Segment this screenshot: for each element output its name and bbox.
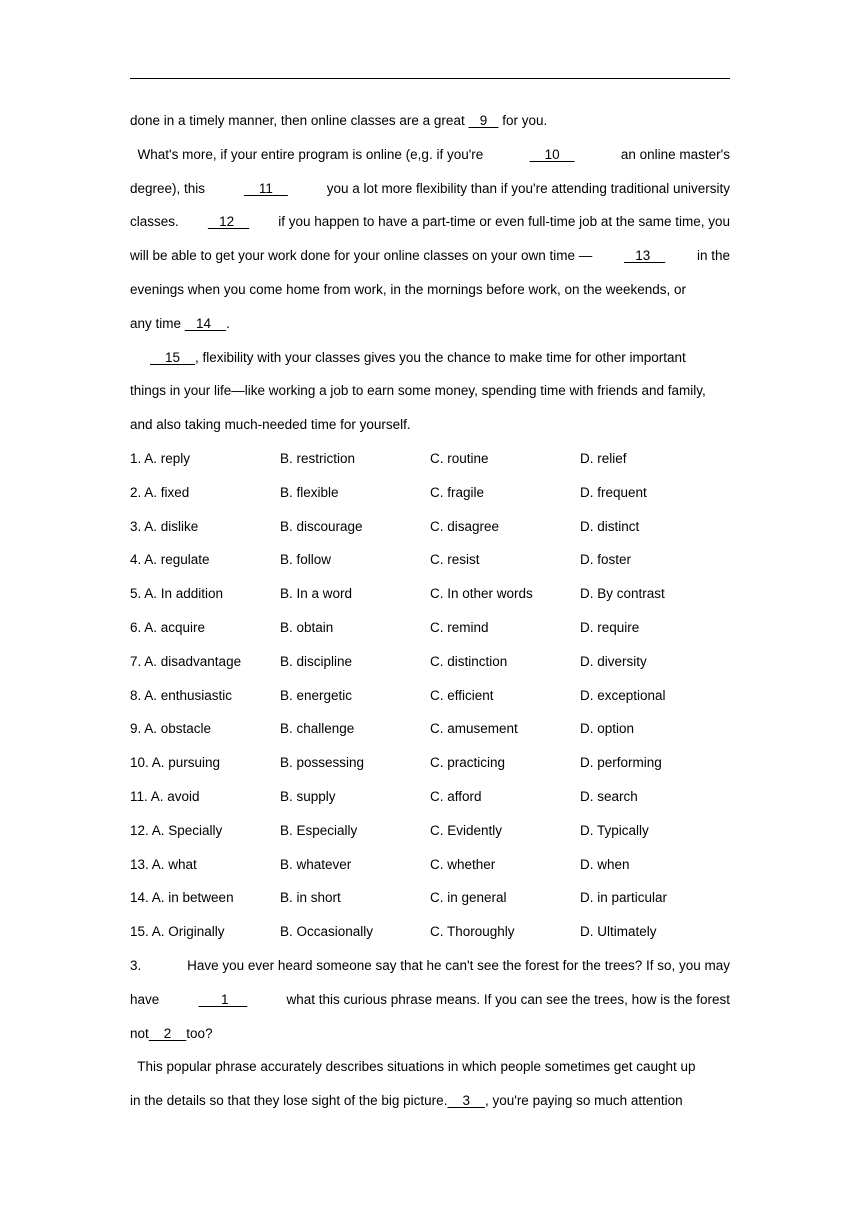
option-row (130, 543, 730, 577)
option-a: 2. A. fixed (130, 484, 190, 500)
header-rule (130, 78, 730, 79)
option-c: C. Evidently (430, 822, 503, 838)
passage-line (130, 341, 730, 375)
option-b: B. whatever (280, 856, 352, 872)
text: you a lot more flexibility than if you're attending traditional university (322, 180, 730, 196)
option-c: C. In other words (430, 586, 533, 602)
question-number: 3. (130, 957, 142, 973)
blank-1: 1 (198, 991, 248, 1007)
option-b: B. challenge (280, 721, 355, 737)
passage-line (130, 239, 730, 273)
text: an online master's (617, 146, 730, 162)
passage-line (130, 205, 730, 239)
option-row (130, 679, 730, 713)
text: what this curious phrase means. If you can see the trees, how is the forest (286, 991, 730, 1007)
option-a: 13. A. what (130, 856, 197, 872)
option-row (130, 611, 730, 645)
option-b: B. supply (280, 788, 336, 804)
text: , you're paying so much attention (484, 1093, 683, 1109)
option-row (130, 848, 730, 882)
option-b: B. follow (280, 552, 332, 568)
passage-line (130, 983, 730, 1017)
option-b: B. Occasionally (280, 924, 374, 940)
option-a: 14. A. in between (130, 890, 234, 906)
blank-10: 10 (529, 146, 575, 162)
passage-line: evenings when you come home from work, in the mornings before work, on the weekends, or (130, 281, 687, 297)
blank-13: 13 (623, 248, 666, 264)
option-row (130, 442, 730, 476)
option-d: D. when (580, 856, 630, 872)
option-a: 8. A. enthusiastic (130, 687, 233, 703)
blank-3: 3 (447, 1093, 485, 1109)
option-d: D. in particular (580, 890, 668, 906)
option-b: B. In a word (280, 586, 353, 602)
option-c: C. amusement (430, 721, 518, 737)
blank-2: 2 (148, 1025, 187, 1041)
option-c: C. afford (430, 788, 482, 804)
option-a: 3. A. dislike (130, 518, 199, 534)
option-row (130, 780, 730, 814)
option-row (130, 881, 730, 915)
option-row (130, 645, 730, 679)
option-a: 12. A. Specially (130, 822, 223, 838)
passage-line (130, 949, 730, 983)
option-row (130, 746, 730, 780)
option-b: B. energetic (280, 687, 353, 703)
option-d: D. search (580, 788, 638, 804)
option-row (130, 915, 730, 949)
text: . (226, 315, 230, 331)
passage-line (130, 138, 730, 172)
text: in the details so that they lose sight of the big picture. (130, 1093, 448, 1109)
option-row (130, 814, 730, 848)
option-d: D. foster (580, 552, 632, 568)
passage-line: and also taking much-needed time for yourself. (130, 417, 411, 433)
option-d: D. option (580, 721, 635, 737)
option-d: D. Ultimately (580, 924, 657, 940)
option-d: D. Typically (580, 822, 649, 838)
option-c: C. resist (430, 552, 480, 568)
option-c: C. disagree (430, 518, 500, 534)
text: will be able to get your work done for your online classes on your own time — (130, 248, 596, 264)
option-d: D. frequent (580, 484, 647, 500)
option-row (130, 577, 730, 611)
passage-line: This popular phrase accurately describes situations in which people sometimes get caught up (130, 1059, 696, 1075)
option-d: D. distinct (580, 518, 640, 534)
option-d: D. relief (580, 450, 627, 466)
passage-line (130, 104, 730, 138)
option-b: B. flexible (280, 484, 339, 500)
options-list (130, 442, 730, 949)
text: if you happen to have a part-time or even full-time job at the same time, you (274, 214, 730, 230)
option-d: D. By contrast (580, 586, 665, 602)
option-d: D. require (580, 619, 640, 635)
option-c: C. efficient (430, 687, 494, 703)
text: in the (693, 248, 730, 264)
passage-line (130, 1084, 730, 1118)
option-a: 9. A. obstacle (130, 721, 212, 737)
blank-15: 15 (150, 349, 196, 365)
option-c: C. practicing (430, 755, 506, 771)
blank-14: 14 (184, 315, 227, 331)
option-b: B. possessing (280, 755, 365, 771)
option-c: C. distinction (430, 653, 508, 669)
passage-line (130, 307, 730, 341)
option-c: C. Thoroughly (430, 924, 515, 940)
option-b: B. discipline (280, 653, 353, 669)
option-a: 15. A. Originally (130, 924, 225, 940)
option-b: B. restriction (280, 450, 356, 466)
blank-12: 12 (207, 214, 250, 230)
text: done in a timely manner, then online classes are a great (130, 113, 469, 128)
option-a: 11. A. avoid (130, 788, 200, 804)
option-c: C. whether (430, 856, 496, 872)
document-body (130, 104, 730, 1118)
option-row (130, 510, 730, 544)
option-c: C. remind (430, 619, 489, 635)
text: What's more, if your entire program is online (e,g. if you're (130, 146, 488, 162)
option-b: B. Especially (280, 822, 358, 838)
option-a: 10. A. pursuing (130, 755, 221, 771)
option-c: C. routine (430, 450, 489, 466)
option-b: B. obtain (280, 619, 334, 635)
option-c: C. fragile (430, 484, 485, 500)
option-d: D. exceptional (580, 687, 666, 703)
text: have (130, 991, 160, 1007)
option-b: B. in short (280, 890, 341, 906)
blank-9: 9 (468, 113, 499, 128)
text: too? (186, 1025, 213, 1041)
text: Have you ever heard someone say that he can't see the forest for the trees? If so, you may (187, 957, 730, 973)
option-d: D. performing (580, 755, 662, 771)
text: any time (130, 315, 185, 331)
text: , flexibility with your classes gives you the chance to make time for other important (195, 349, 686, 365)
option-row (130, 476, 730, 510)
option-a: 7. A. disadvantage (130, 653, 242, 669)
text: degree), this (130, 180, 209, 196)
text: not (130, 1025, 149, 1041)
passage-line (130, 172, 730, 206)
option-c: C. in general (430, 890, 507, 906)
option-b: B. discourage (280, 518, 363, 534)
option-a: 4. A. regulate (130, 552, 210, 568)
text: for you. (498, 113, 548, 128)
passage-line: things in your life—like working a job to earn some money, spending time with friends and family, (130, 383, 706, 399)
option-a: 5. A. In addition (130, 586, 224, 602)
text: classes. (130, 214, 183, 230)
option-a: 1. A. reply (130, 450, 191, 466)
passage-line (130, 1017, 730, 1051)
option-d: D. diversity (580, 653, 647, 669)
option-a: 6. A. acquire (130, 619, 206, 635)
option-row (130, 712, 730, 746)
blank-11: 11 (243, 180, 288, 196)
